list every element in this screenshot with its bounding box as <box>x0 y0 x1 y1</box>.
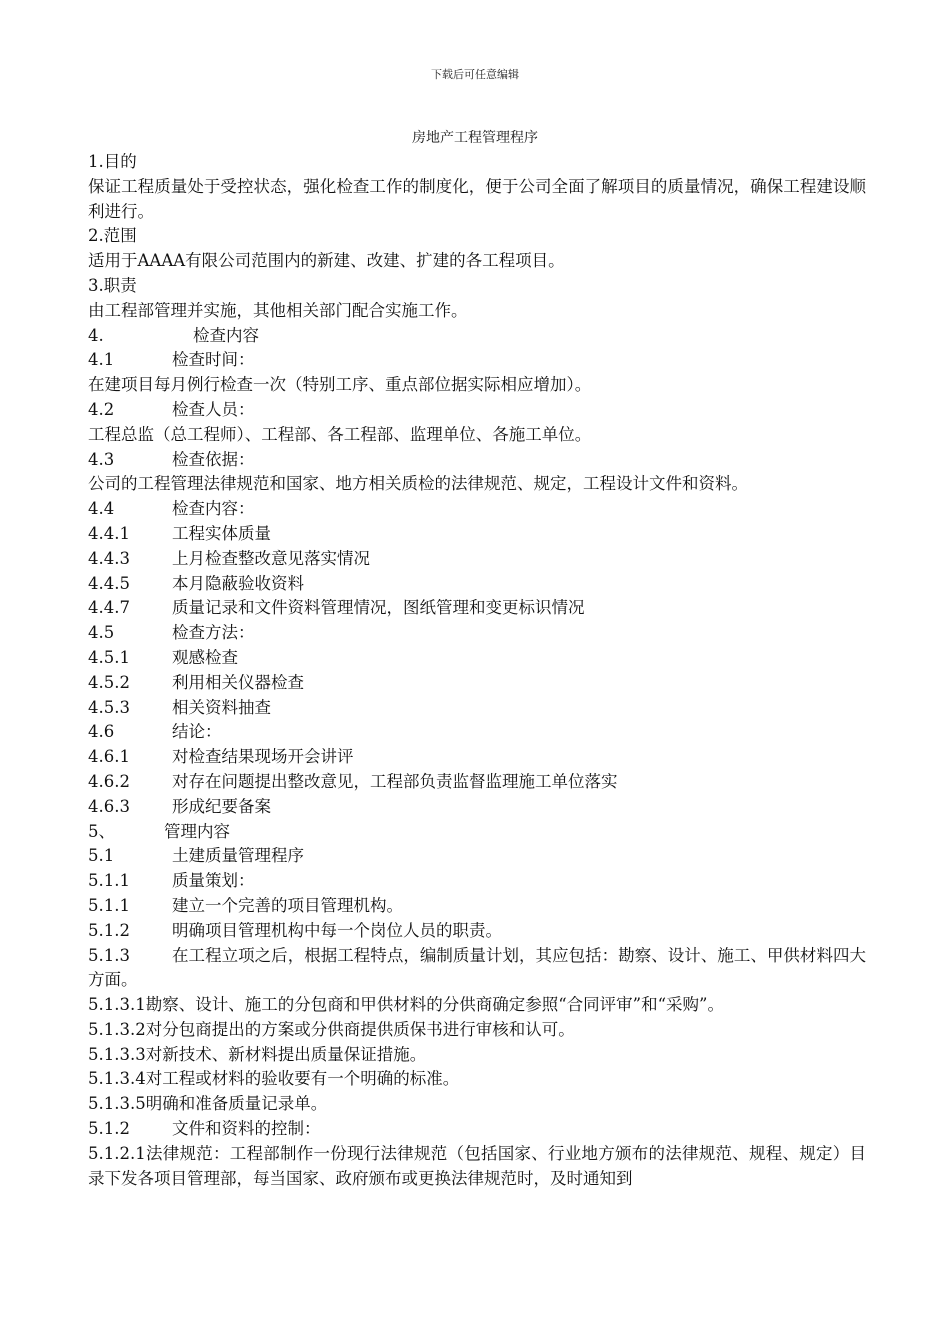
document-line <box>88 324 866 349</box>
section-text: 建立一个完善的项目管理机构。 <box>172 895 403 915</box>
section-text: 文件和资料的控制： <box>172 1119 321 1139</box>
section-text: 观感检查 <box>172 647 238 667</box>
section-text: 对存在问题提出整改意见，工程部负责监督监理施工单位落实 <box>172 771 618 791</box>
document-line <box>88 944 866 994</box>
document-line <box>88 646 866 671</box>
section-text: 检查方法： <box>172 623 255 643</box>
section-number: 5.1.1 <box>88 871 130 891</box>
section-number: 5.1.1 <box>88 895 130 915</box>
section-text: 利用相关仪器检查 <box>172 672 304 692</box>
section-text: 检查内容 <box>193 325 259 345</box>
section-number: 4.2 <box>88 399 115 419</box>
section-number: 4.5.2 <box>88 672 130 692</box>
section-number: 4. <box>88 325 104 345</box>
document-line: 5.1.3.5明确和准备质量记录单。 <box>88 1094 328 1114</box>
document-line <box>88 448 866 473</box>
section-number: 4.3 <box>88 449 115 469</box>
section-number: 5、 <box>88 821 115 841</box>
section-number: 5.1.2 <box>88 1119 130 1139</box>
section-number: 4.6.3 <box>88 796 130 816</box>
document-line: 保证工程质量处于受控状态，强化检查工作的制度化，便于公司全面了解项目的质量情况，确保工程建设顺利进行。 <box>88 176 866 221</box>
document-line: 在建项目每月例行检查一次（特别工序、重点部位据实际相应增加）。 <box>88 375 592 395</box>
document-line <box>88 919 866 944</box>
document-body <box>88 150 866 1191</box>
section-text: 对检查结果现场开会讲评 <box>172 747 354 767</box>
document-line <box>88 621 866 646</box>
document-line <box>88 596 866 621</box>
document-line: 1.目的 <box>88 152 137 171</box>
document-line: 2.范围 <box>88 226 137 246</box>
document-line: 5.1.2.1法律规范：工程部制作一份现行法律规范（包括国家、行业地方颁布的法律规范、规程、规定）目录下发各项目管理部，每当国家、政府颁布或更换法律规范时，及时通知到 <box>88 1143 866 1188</box>
document-line: 适用于AAAA有限公司范围内的新建、改建、扩建的各工程项目。 <box>88 251 565 271</box>
section-number: 4.5.3 <box>88 697 130 717</box>
document-line: 5.1.3.2对分包商提出的方案或分供商提供质保书进行审核和认可。 <box>88 1019 575 1039</box>
document-line <box>88 894 866 919</box>
section-number: 4.5.1 <box>88 647 130 667</box>
section-number: 5.1.2 <box>88 920 130 940</box>
document-line: 由工程部管理并实施，其他相关部门配合实施工作。 <box>88 300 468 320</box>
section-text: 土建质量管理程序 <box>172 846 304 866</box>
section-number: 4.4.1 <box>88 523 130 543</box>
section-text: 明确项目管理机构中每一个岗位人员的职责。 <box>172 920 502 940</box>
document-line <box>88 720 866 745</box>
section-text: 检查内容： <box>172 499 255 519</box>
page-header: 下载后可任意编辑 <box>431 68 519 81</box>
section-number: 4.4.7 <box>88 598 130 618</box>
section-number: 4.4.5 <box>88 573 130 593</box>
section-number: 5.1.3 <box>88 945 130 965</box>
section-text: 检查时间： <box>172 350 255 370</box>
document-line <box>88 348 866 373</box>
section-text: 质量策划： <box>172 871 255 891</box>
document-line <box>88 671 866 696</box>
document-line <box>88 696 866 721</box>
document-line <box>88 497 866 522</box>
section-number: 4.6.1 <box>88 747 130 767</box>
section-text: 管理内容 <box>164 821 230 841</box>
section-text: 结论： <box>172 722 222 742</box>
section-text: 质量记录和文件资料管理情况，图纸管理和变更标识情况 <box>172 598 585 618</box>
section-number: 4.4.3 <box>88 548 130 568</box>
section-text: 在工程立项之后，根据工程特点，编制质量计划，其应包括：勘察、设计、施工、甲供材料四大方面。 <box>88 945 866 990</box>
document-line <box>88 770 866 795</box>
document-line <box>88 795 866 820</box>
document-line: 5.1.3.4对工程或材料的验收要有一个明确的标准。 <box>88 1069 460 1089</box>
document-line <box>88 572 866 597</box>
document-line <box>88 1117 866 1142</box>
document-line: 工程总监（总工程师）、工程部、各工程部、监理单位、各施工单位。 <box>88 424 592 444</box>
document-line: 公司的工程管理法律规范和国家、地方相关质检的法律规范、规定，工程设计文件和资料。 <box>88 474 748 494</box>
section-text: 本月隐蔽验收资料 <box>172 573 304 593</box>
section-text: 相关资料抽查 <box>172 697 271 717</box>
document-line <box>88 820 866 845</box>
document-line <box>88 398 866 423</box>
section-number: 4.5 <box>88 623 115 643</box>
section-number: 4.6.2 <box>88 771 130 791</box>
section-number: 5.1 <box>88 846 115 866</box>
section-number: 4.6 <box>88 722 115 742</box>
document-line <box>88 547 866 572</box>
document-line <box>88 869 866 894</box>
section-text: 工程实体质量 <box>172 523 271 543</box>
section-text: 检查人员： <box>172 399 255 419</box>
document-line <box>88 844 866 869</box>
document-line <box>88 522 866 547</box>
document-line: 3.职责 <box>88 275 137 295</box>
section-number: 4.4 <box>88 499 115 519</box>
section-text: 上月检查整改意见落实情况 <box>172 548 370 568</box>
document-title: 房地产工程管理程序 <box>412 130 538 146</box>
section-text: 检查依据： <box>172 449 255 469</box>
document-line <box>88 745 866 770</box>
section-number: 4.1 <box>88 350 115 370</box>
document-line: 5.1.3.3对新技术、新材料提出质量保证措施。 <box>88 1044 427 1064</box>
section-text: 形成纪要备案 <box>172 796 271 816</box>
document-line: 5.1.3.1勘察、设计、施工的分包商和甲供材料的分供商确定参照“合同评审”和“采购”。 <box>88 995 724 1015</box>
